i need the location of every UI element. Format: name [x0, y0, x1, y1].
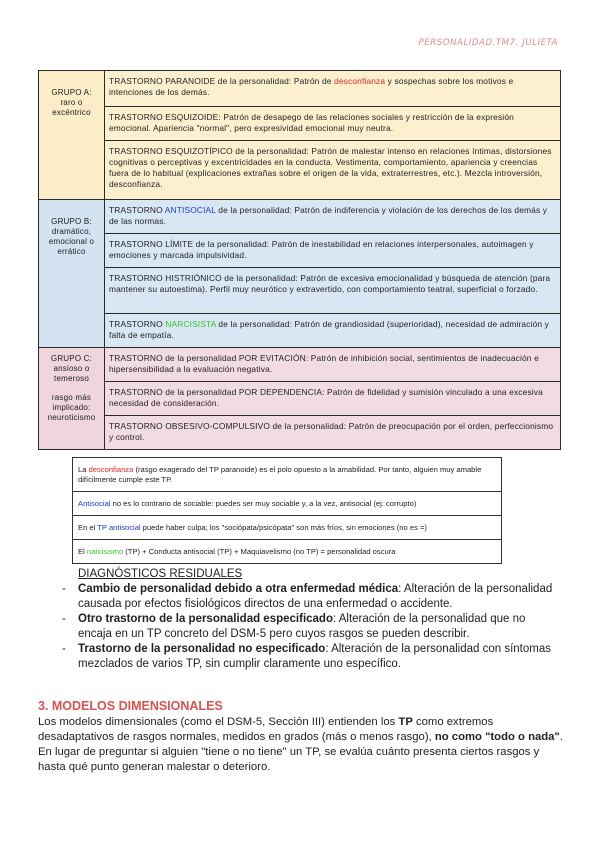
table-row — [39, 268, 561, 314]
paranoide-text: TRASTORNO PARANOIDE de la personalidad: Patrón de — [109, 76, 335, 86]
group-b-desc-2: emocional o — [48, 237, 95, 246]
limite-cell: TRASTORNO LÍMITE de la personalidad: Patrón de inestabilidad en relaciones interpersonales, autoimagen y emociones y marcada impulsividad. — [105, 234, 561, 268]
note-antisocial — [73, 492, 502, 516]
note-text: En el — [78, 522, 98, 532]
note-tp-antisocial — [73, 516, 502, 540]
group-b-desc-3: errático — [57, 247, 86, 256]
paranoide-text-rest: y sospechas sobre los motivos e intenciones de los demás. — [109, 76, 514, 97]
residual-diagnoses-title: DIAGNÓSTICOS RESIDUALES — [78, 568, 243, 580]
group-a-desc-2: excéntrico — [52, 108, 91, 117]
table-row — [39, 107, 561, 141]
antisocial-highlight: ANTISOCIAL — [164, 205, 216, 215]
group-c-desc-1: ansioso o — [53, 364, 90, 373]
table-row — [39, 348, 561, 382]
paragraph-text: . En lugar de preguntar si alguien "tiene o no tiene" un TP, se evalúa cuánto presenta ciertos rasgos y hasta qué punto generan malestar o deterioro. — [38, 731, 563, 773]
group-c-desc-4: implicado: — [52, 403, 91, 412]
obsesivo-cell: TRASTORNO OBSESIVO-COMPULSIVO de la personalidad: Patrón de preocupación por el orden, perfeccionismo y control. — [105, 416, 561, 450]
note-highlight: desconfianza — [88, 464, 134, 474]
antisocial-text-rest: de la personalidad: Patrón de indiferencia y violación de los derechos de los demás y de las normas. — [109, 205, 548, 226]
note-desconfianza — [73, 458, 502, 492]
group-c-desc-5: neuroticismo — [47, 413, 96, 422]
narcisista-text: TRASTORNO — [109, 319, 166, 329]
residual-diagnoses-list — [62, 582, 562, 672]
note-highlight: narcisismo — [86, 546, 124, 556]
page-header: PERSONALIDAD.TM7. JULIETA — [418, 38, 558, 48]
esquizoide-cell: TRASTORNO ESQUIZOIDE: Patrón de desapego de las relaciones sociales y restricción de la expresión emocional. Apariencia "normal", pero expresividad emocional muy neutra. — [105, 107, 561, 141]
group-a-title: GRUPO A: — [51, 88, 92, 97]
table-row — [39, 234, 561, 268]
section-paragraph — [38, 715, 563, 775]
table-row — [39, 141, 561, 200]
section-title: 3. MODELOS DIMENSIONALES — [38, 699, 223, 713]
group-b-cell — [39, 200, 105, 348]
histrionico-cell: TRASTORNO HISTRIÓNICO de la personalidad: Patrón de excesiva emocionalidad y búsqueda de atención (para mantener su autoestima). Perfil muy neurótico y extravertido, con comportamiento teatral, superficial o forzado. — [105, 268, 561, 314]
note-highlight: Antisocial — [78, 498, 111, 508]
list-item-text: : Alteración de la personalidad que no encaja en un TP concreto del DSM-5 pero cuyos rasgos se pueden describir. — [78, 613, 526, 640]
note-text: El — [78, 546, 87, 556]
paragraph-bold: no como "todo o nada" — [434, 731, 560, 743]
note-text-rest: puede haber culpa; los "sociópata/psicópata" son más fríos, sin emociones (no es =) — [140, 522, 427, 532]
note-text-rest: (TP) + Conducta antisocial (TP) + Maquiavelismo (no TP) = personalidad oscura — [123, 546, 396, 556]
group-c-cell — [39, 348, 105, 450]
note-row — [73, 492, 502, 516]
table-row — [39, 416, 561, 450]
group-c-desc-3: rasgo más — [51, 393, 92, 402]
list-item — [62, 612, 562, 642]
narcisista-highlight: NARCISISTA — [165, 319, 216, 329]
list-item-term: Cambio de personalidad debido a otra enfermedad médica — [78, 583, 399, 595]
narcisista-text-rest: de la personalidad: Patrón de grandiosidad (superioridad), necesidad de admiración y falta de empatía. — [109, 319, 550, 340]
note-highlight: TP antisocial — [97, 522, 141, 532]
personality-disorders-table — [38, 70, 561, 450]
group-b-desc-1: dramático, — [51, 227, 92, 236]
dependencia-cell: TRASTORNO de la personalidad POR DEPENDENCIA: Patrón de fidelidad y sumisión vinculado a una excesiva necesidad de consideración. — [105, 382, 561, 416]
antisocial-text: TRASTORNO — [109, 205, 165, 215]
evitacion-cell: TRASTORNO de la personalidad POR EVITACIÓN: Patrón de inhibición social, sentimientos de inadecuación e hipersensibilidad a la evaluación negativa. — [105, 348, 561, 382]
table-row — [39, 200, 561, 234]
table-row — [39, 71, 561, 107]
list-item — [62, 582, 562, 612]
list-item-term: Trastorno de la personalidad no especificado — [78, 643, 326, 655]
note-narcisismo — [73, 540, 502, 564]
list-item-term: Otro trastorno de la personalidad especificado — [78, 613, 333, 625]
notes-table — [72, 457, 502, 564]
list-item-text: : Alteración de la personalidad con síntomas mezclados de varios TP, sin cumplir claramente uno específico. — [78, 643, 551, 670]
group-c-title: GRUPO C: — [50, 354, 93, 363]
group-c-desc-2: temeroso — [54, 374, 89, 383]
note-text: La — [78, 464, 89, 474]
group-b-title: GRUPO B: — [51, 217, 92, 226]
note-row — [73, 458, 502, 492]
group-a-desc-1: raro o — [60, 98, 83, 107]
paragraph-text: Los modelos dimensionales (como el DSM-5, Sección III) entienden los — [38, 716, 399, 728]
note-text-rest: no es lo contrario de sociable: puedes ser muy sociable y, a la vez, antisocial (ej: corrupto) — [110, 498, 417, 508]
paragraph-text: como extremos desadaptativos de rasgos normales, medidos en grados (más o menos rasgo), — [38, 716, 494, 743]
note-text-rest: (rasgo exagerado del TP paranoide) es el polo opuesto a la amabilidad. Por tanto, alguien muy amable difícilmente cumple este TP. — [78, 464, 482, 484]
note-row — [73, 540, 502, 564]
esquizotipico-cell: TRASTORNO ESQUIZOTÍPICO de la personalidad: Patrón de malestar intenso en relaciones íntimas, distorsiones cognitivas o perceptivas y excentricidades en la conducta. Vestimenta, comportamiento, apariencia y creencias fuera de lo habitual (explicaciones extrañas sobre el origen de la vida, extraterrestres, etc.). Mezcla introversión, desconfianza. — [105, 141, 561, 200]
table-row — [39, 314, 561, 348]
group-a-cell — [39, 71, 105, 200]
note-row — [73, 516, 502, 540]
antisocial-cell — [105, 200, 561, 234]
list-item-text: : Alteración de la personalidad causada por efectos fisiológicos directos de una enfermedad o accidente. — [78, 583, 553, 610]
table-row — [39, 382, 561, 416]
narcisista-cell — [105, 314, 561, 348]
paranoide-highlight: desconfianza — [334, 76, 386, 86]
list-item — [62, 642, 562, 672]
paranoide-cell — [105, 71, 561, 107]
paragraph-bold: TP — [398, 716, 413, 728]
